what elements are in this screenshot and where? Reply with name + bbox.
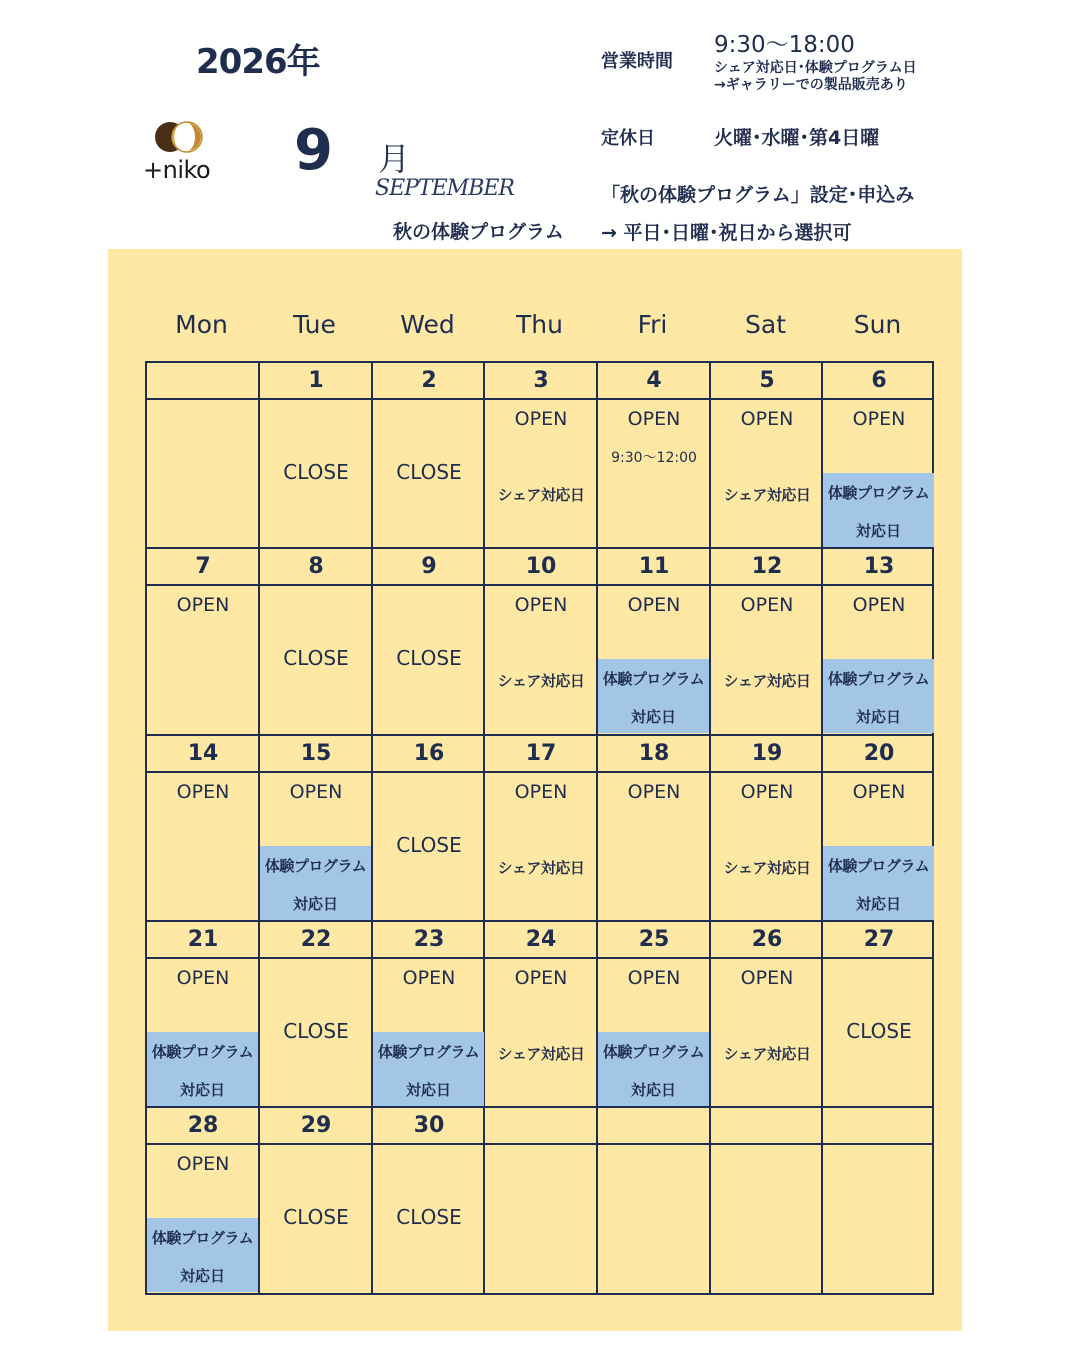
day-number: 24 xyxy=(525,927,557,952)
close-status: CLOSE xyxy=(396,460,462,484)
day-number: 7 xyxy=(195,554,211,579)
close-status: CLOSE xyxy=(396,646,462,670)
program-day-badge xyxy=(823,473,934,547)
weekday-wed: Wed xyxy=(400,310,455,339)
day-number: 8 xyxy=(308,554,324,579)
program-day-label: 対応日 xyxy=(630,708,676,726)
closed-value: 火曜･水曜･第4日曜 xyxy=(714,127,880,149)
program-day-badge xyxy=(598,659,709,733)
open-status: OPEN xyxy=(176,1153,230,1175)
open-status: OPEN xyxy=(176,967,230,989)
day-number: 5 xyxy=(759,368,775,393)
program-label: 体験プログラム xyxy=(377,1043,480,1061)
open-status: OPEN xyxy=(289,781,343,803)
day-number: 2 xyxy=(421,368,437,393)
calendar-grid xyxy=(145,361,934,1295)
grid-hline xyxy=(147,1143,932,1145)
day-number: 6 xyxy=(871,368,887,393)
grid-hline xyxy=(147,734,932,736)
share-day-label: シェア対応日 xyxy=(497,859,585,877)
grid-hline xyxy=(147,398,932,400)
grid-hline xyxy=(147,584,932,586)
program-day-label: 対応日 xyxy=(179,1267,225,1285)
month-kanji: 月 xyxy=(378,140,411,178)
open-status: OPEN xyxy=(852,781,906,803)
open-status: OPEN xyxy=(514,594,568,616)
open-status: OPEN xyxy=(514,781,568,803)
close-status: CLOSE xyxy=(283,646,349,670)
hours-note-1: シェア対応日･体験プログラム日 xyxy=(714,60,917,76)
open-status: OPEN xyxy=(627,967,681,989)
open-status: OPEN xyxy=(627,408,681,430)
open-status: OPEN xyxy=(402,967,456,989)
open-status: OPEN xyxy=(740,408,794,430)
program-day-label: 対応日 xyxy=(179,1081,225,1099)
year-title: 2026年 xyxy=(196,42,320,82)
share-day-label: シェア対応日 xyxy=(497,672,585,690)
day-number: 12 xyxy=(751,554,783,579)
share-day-label: シェア対応日 xyxy=(723,672,811,690)
month-english: SEPTEMBER xyxy=(375,176,514,201)
weekday-sat: Sat xyxy=(745,310,786,339)
hours-subtext: 9:30〜12:00 xyxy=(611,450,697,466)
program-day-label: 対応日 xyxy=(292,895,338,913)
share-day-label: シェア対応日 xyxy=(723,859,811,877)
program-label: 体験プログラム xyxy=(827,670,930,688)
close-status: CLOSE xyxy=(396,1205,462,1229)
day-number: 21 xyxy=(187,927,219,952)
day-number: 10 xyxy=(525,554,557,579)
day-number: 25 xyxy=(638,927,670,952)
logo-circles-icon xyxy=(153,120,209,154)
month-number: 9 xyxy=(294,118,333,183)
day-number: 11 xyxy=(638,554,670,579)
day-number: 9 xyxy=(421,554,437,579)
open-status: OPEN xyxy=(740,594,794,616)
program-day-label: 対応日 xyxy=(405,1081,451,1099)
program-day-badge xyxy=(147,1032,258,1106)
close-status: CLOSE xyxy=(283,1019,349,1043)
grid-hline xyxy=(147,771,932,773)
grid-hline xyxy=(147,920,932,922)
open-status: OPEN xyxy=(514,408,568,430)
program-day-label: 対応日 xyxy=(855,708,901,726)
open-status: OPEN xyxy=(740,967,794,989)
weekday-mon: Mon xyxy=(175,310,228,339)
open-status: OPEN xyxy=(852,408,906,430)
share-day-label: シェア対応日 xyxy=(497,1045,585,1063)
hours-value: 9:30〜18:00 xyxy=(714,32,855,58)
program-day-badge xyxy=(598,1032,709,1106)
open-status: OPEN xyxy=(176,781,230,803)
day-number: 14 xyxy=(187,741,219,766)
program-day-badge xyxy=(260,846,371,920)
program-day-badge xyxy=(373,1032,484,1106)
day-number: 1 xyxy=(308,368,324,393)
autumn-program-label: 秋の体験プログラム xyxy=(393,221,564,243)
day-number: 28 xyxy=(187,1113,219,1138)
program-label: 体験プログラム xyxy=(602,1043,705,1061)
grid-vline xyxy=(371,363,373,1293)
program-label: 体験プログラム xyxy=(264,857,367,875)
open-status: OPEN xyxy=(627,781,681,803)
hours-note-2: →ギャラリーでの製品販売あり xyxy=(714,77,908,93)
program-label: 体験プログラム xyxy=(827,857,930,875)
close-status: CLOSE xyxy=(283,460,349,484)
grid-hline xyxy=(147,957,932,959)
program-label: 体験プログラム xyxy=(151,1229,254,1247)
program-label: 体験プログラム xyxy=(602,670,705,688)
share-day-label: シェア対応日 xyxy=(723,486,811,504)
close-status: CLOSE xyxy=(846,1019,912,1043)
close-status: CLOSE xyxy=(396,833,462,857)
day-number: 4 xyxy=(646,368,662,393)
program-label: 体験プログラム xyxy=(151,1043,254,1061)
program-day-badge xyxy=(823,659,934,733)
day-number: 29 xyxy=(300,1113,332,1138)
open-status: OPEN xyxy=(852,594,906,616)
grid-hline xyxy=(147,1106,932,1108)
share-day-label: シェア対応日 xyxy=(497,486,585,504)
day-number: 3 xyxy=(533,368,549,393)
day-number: 18 xyxy=(638,741,670,766)
program-day-badge xyxy=(823,846,934,920)
program-day-badge xyxy=(147,1218,258,1292)
weekday-fri: Fri xyxy=(637,310,668,339)
weekday-tue: Tue xyxy=(293,310,336,339)
share-day-label: シェア対応日 xyxy=(723,1045,811,1063)
hours-label: 営業時間 xyxy=(601,51,673,72)
closed-label: 定休日 xyxy=(601,128,655,149)
open-status: OPEN xyxy=(627,594,681,616)
program-line-2: → 平日･日曜･祝日から選択可 xyxy=(601,222,852,244)
day-number: 30 xyxy=(413,1113,445,1138)
program-day-label: 対応日 xyxy=(630,1081,676,1099)
day-number: 13 xyxy=(863,554,895,579)
program-day-label: 対応日 xyxy=(855,895,901,913)
grid-hline xyxy=(147,547,932,549)
day-number: 15 xyxy=(300,741,332,766)
day-number: 27 xyxy=(863,927,895,952)
weekday-thu: Thu xyxy=(516,310,563,339)
day-number: 19 xyxy=(751,741,783,766)
program-day-label: 対応日 xyxy=(855,522,901,540)
program-label: 体験プログラム xyxy=(827,484,930,502)
day-number: 26 xyxy=(751,927,783,952)
open-status: OPEN xyxy=(176,594,230,616)
day-number: 20 xyxy=(863,741,895,766)
day-number: 22 xyxy=(300,927,332,952)
open-status: OPEN xyxy=(740,781,794,803)
weekday-sun: Sun xyxy=(853,310,902,339)
open-status: OPEN xyxy=(514,967,568,989)
niko-logo xyxy=(136,110,226,200)
day-number: 17 xyxy=(525,741,557,766)
day-number: 16 xyxy=(413,741,445,766)
close-status: CLOSE xyxy=(283,1205,349,1229)
logo-text: +niko xyxy=(143,156,211,184)
program-line-1: 「秋の体験プログラム」設定･申込み xyxy=(601,184,915,206)
day-number: 23 xyxy=(413,927,445,952)
